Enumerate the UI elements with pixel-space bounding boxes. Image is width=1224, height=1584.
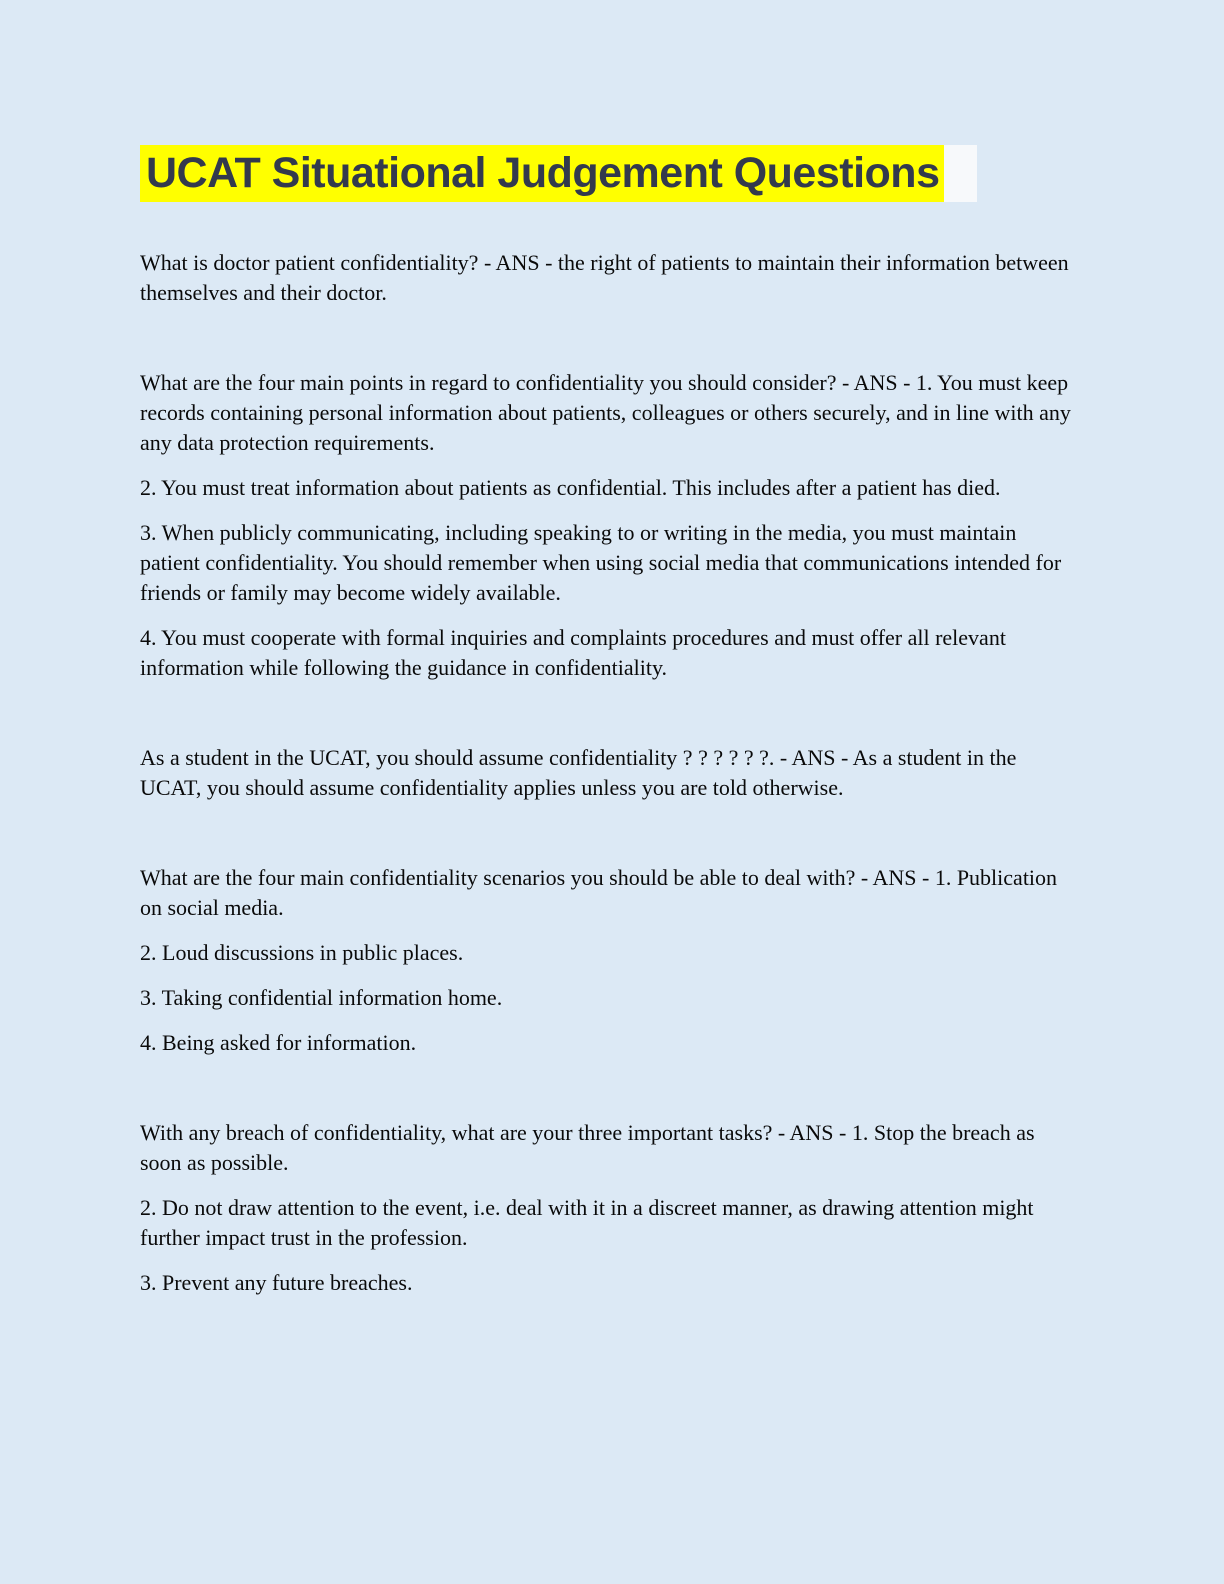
qa-paragraph: 3. When publicly communicating, including speaking to or writing in the media, you must maintain patient confidentiality. You should remember when using social media that communications intended for friends or family may become widely available. (140, 520, 1062, 605)
title-row (140, 145, 1078, 202)
title-highlight-tail (944, 145, 977, 202)
paragraph-list (140, 248, 1078, 1298)
qa-paragraph: With any breach of confidentiality, what are your three important tasks? - ANS - 1. Stop the breach as soon as possible. (140, 1120, 1035, 1175)
qa-paragraph: What are the four main confidentiality scenarios you should be able to deal with? - ANS - 1. Publication on social media. (140, 865, 1058, 920)
document-content (140, 0, 1078, 1298)
qa-paragraph: 2. You must treat information about patients as confidential. This includes after a patient has died. (140, 475, 1001, 500)
page-title: UCAT Situational Judgement Questions (140, 145, 944, 202)
qa-paragraph: 2. Loud discussions in public places. (140, 940, 464, 965)
qa-paragraph: 3. Taking confidential information home. (140, 985, 503, 1010)
qa-paragraph: What is doctor patient confidentiality? - ANS - the right of patients to maintain their information between themselves and their doctor. (140, 250, 1069, 305)
qa-paragraph: 3. Prevent any future breaches. (140, 1270, 413, 1295)
qa-paragraph: As a student in the UCAT, you should assume confidentiality ? ? ? ? ? ?. - ANS - As a student in the UCAT, you should assume confidentiality applies unless you are told otherwise. (140, 745, 1017, 800)
qa-paragraph: 4. Being asked for information. (140, 1030, 417, 1055)
qa-paragraph: 4. You must cooperate with formal inquiries and complaints procedures and must offer all relevant information while following the guidance in confidentiality. (140, 625, 1006, 680)
qa-paragraph: 2. Do not draw attention to the event, i.e. deal with it in a discreet manner, as drawing attention might further impact trust in the profession. (140, 1195, 1034, 1250)
qa-paragraph: What are the four main points in regard to confidentiality you should consider? - ANS - 1. You must keep records containing personal information about patients, colleagues or others securely, and in line with any any data protection requirements. (140, 370, 1071, 455)
